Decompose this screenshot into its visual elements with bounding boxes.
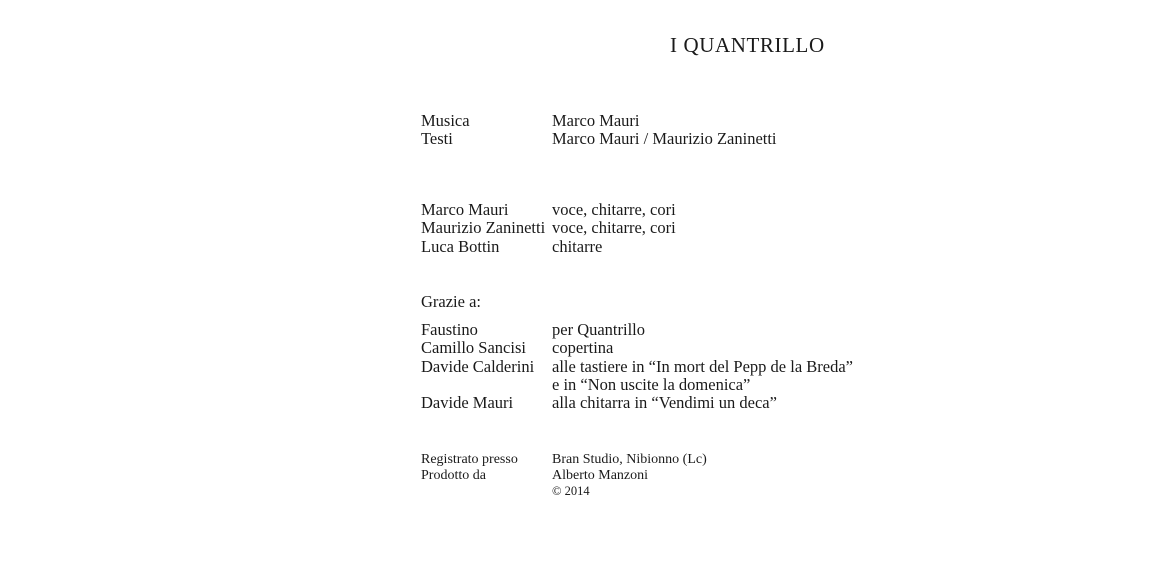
credit-label: Testi <box>421 129 453 149</box>
thanks-name: Camillo Sancisi <box>421 338 526 358</box>
thanks-reason-line: alla chitarra in “Vendimi un deca” <box>552 393 777 413</box>
thanks-reason-line: per Quantrillo <box>552 320 646 339</box>
member-name: Marco Mauri <box>421 200 509 219</box>
thanks-reason <box>552 339 613 357</box>
recorded-label: Registrato presso <box>421 452 518 467</box>
band-member-row <box>421 201 676 219</box>
credit-value: Marco Mauri <box>552 111 640 130</box>
produced-value: Alberto Manzoni <box>552 468 649 483</box>
thanks-reason <box>552 394 777 412</box>
thanks-name: Davide Mauri <box>421 393 514 413</box>
thanks-reason-line: e in “Non uscite la domenica” <box>552 374 751 394</box>
credit-row-music <box>421 112 777 130</box>
member-name: Maurizio Zaninetti <box>421 218 546 238</box>
credit-value: Marco Mauri / Maurizio Zaninetti <box>552 129 777 149</box>
member-role: voce, chitarre, cori <box>552 200 676 219</box>
recorded-row <box>421 452 707 468</box>
band-member-row <box>421 219 676 237</box>
band-member-row <box>421 238 676 256</box>
member-role: voce, chitarre, cori <box>552 218 676 238</box>
page-title: I QUANTRILLO <box>670 33 825 57</box>
thanks-reason-line: copertina <box>552 338 614 358</box>
thanks-reason-line: alle tastiere in “In mort del Pepp de la Breda” <box>552 356 854 376</box>
production-section <box>421 452 707 499</box>
thanks-reason <box>552 321 645 339</box>
thanks-row <box>421 339 853 357</box>
thanks-reason <box>552 358 853 395</box>
thanks-name: Faustino <box>421 320 478 339</box>
member-role: chitarre <box>552 236 603 256</box>
produced-label: Prodotto da <box>421 468 486 483</box>
thanks-row <box>421 358 853 395</box>
credits-section <box>421 112 777 149</box>
band-members-section <box>421 201 676 256</box>
thanks-name: Davide Calderini <box>421 356 535 376</box>
thanks-heading: Grazie a: <box>421 292 481 311</box>
credit-row-lyrics <box>421 130 777 148</box>
produced-row <box>421 468 707 484</box>
recorded-value: Bran Studio, Nibionno (Lc) <box>552 452 707 467</box>
member-name: Luca Bottin <box>421 236 500 256</box>
thanks-section <box>421 321 853 412</box>
thanks-row <box>421 321 853 339</box>
copyright-row <box>421 484 707 499</box>
copyright-notice: © 2014 <box>552 484 590 498</box>
credit-label: Musica <box>421 111 470 130</box>
thanks-row <box>421 394 853 412</box>
